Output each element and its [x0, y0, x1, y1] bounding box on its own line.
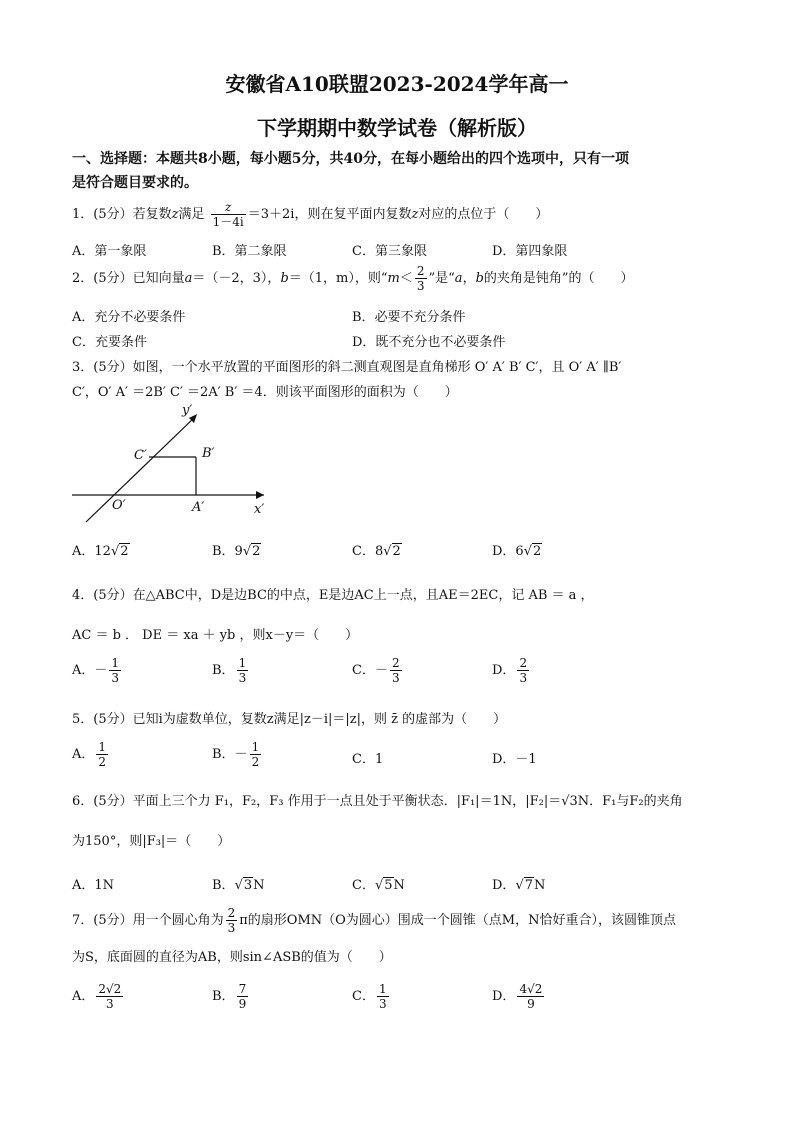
q7-option-d: D． $\frac{4√2}{9}$ — [492, 982, 543, 1011]
label-a: A′ — [192, 500, 205, 515]
q1-option-c: C．第三象限 — [352, 244, 427, 259]
q6-stem-line2: 为150°，则|F₃|＝（ ） — [72, 834, 231, 849]
q1-option-d: D．第四象限 — [492, 244, 568, 259]
q2-option-a: A．充分不必要条件 — [72, 310, 186, 325]
q4-option-a: A．－ $\frac{1}{3}$ — [72, 656, 120, 685]
q3-option-b: B．9√2 — [212, 544, 261, 559]
q5-option-c: C．1 — [352, 752, 384, 767]
section-heading-line2: 是符合题目要求的。 — [72, 175, 198, 191]
q7-option-a: A． $\frac{2√2}{3}$ — [72, 982, 122, 1011]
q3-stem-line1: 3．(5分）如图，一个水平放置的平面图形的斜二测直观图是直角梯形 O′ A′ B′ C′，且 O′ A′ ∥B′ — [72, 360, 622, 375]
page-subtitle: 下学期期中数学试卷（解析版） — [257, 116, 537, 140]
q7-stem-line2: 为S，底面圆的直径为AB，则sin∠ASB的值为（ ） — [72, 950, 392, 965]
label-b: B′ — [202, 446, 215, 461]
q1-option-a: A．第一象限 — [72, 244, 147, 259]
q3-option-c: C．8√2 — [352, 544, 401, 559]
q7-option-b: B． $\frac{7}{9}$ — [212, 982, 247, 1011]
label-y: y′ — [182, 403, 193, 418]
label-o: O′ — [112, 498, 126, 513]
q4-option-b: B． $\frac{1}{3}$ — [212, 656, 247, 685]
page-title: 安徽省A10联盟2023-2024学年高一 — [225, 72, 569, 96]
q1-option-b: B．第二象限 — [212, 244, 287, 259]
label-c: C′ — [134, 448, 147, 463]
q5-option-d: D．－1 — [492, 752, 537, 767]
section-heading-line1: 一、选择题：本题共8小题，每小题5分，共40分，在每小题给出的四个选项中，只有一项 — [72, 151, 629, 167]
q3-option-a: A．12√2 — [72, 544, 129, 559]
q5-option-b: B．－ $\frac{1}{2}$ — [212, 740, 260, 769]
q1-stem: 1．(5分）若复数z满足 $\frac{z}{1-4i}$ ＝3＋2i，则在复平面内复数z对应的点位于（ ） — [72, 200, 549, 229]
label-x: x′ — [254, 502, 265, 517]
y-axis — [86, 416, 196, 522]
q2-option-d: D．既不充分也不必要条件 — [352, 335, 506, 350]
q4-option-c: C．－ $\frac{2}{3}$ — [352, 656, 400, 685]
q5-stem: 5．(5分）已知i为虚数单位，复数z满足|z－i|＝|z|，则 z̄ 的虚部为（ ） — [72, 712, 507, 727]
q6-option-c: C．√5N — [352, 878, 405, 893]
q7-option-c: C． $\frac{1}{3}$ — [352, 982, 387, 1011]
q2-option-c: C．充要条件 — [72, 335, 147, 350]
q4-option-d: D． $\frac{2}{3}$ — [492, 656, 528, 685]
q4-stem-line1: 4．(5分）在△ABC中，D是边BC的中点，E是边AC上一点，且AE＝2EC，记 AB ＝ a ， — [72, 588, 594, 603]
x-axis-arrow — [256, 491, 264, 499]
q4-stem-line2: AC ＝ b ． DE ＝ xa ＋ yb ，则x－y＝（ ） — [72, 628, 359, 643]
q3-option-d: D．6√2 — [492, 544, 542, 559]
q6-option-a: A．1N — [72, 878, 115, 893]
q2-fraction: $\frac{2}{3}$ — [416, 264, 425, 293]
q5-option-a: A． $\frac{1}{2}$ — [72, 740, 107, 769]
q1-fraction: $\frac{z}{1-4i}$ — [212, 200, 244, 229]
q6-option-b: B．√3N — [212, 878, 265, 893]
q2-stem: 2．(5分）已知向量a＝（－2，3），b＝（1，m），则“m＜ $\frac{2}{3}$ ”是“a，b的夹角是钝角”的（ ） — [72, 264, 634, 293]
q6-option-d: D．√7N — [492, 878, 546, 893]
q2-option-b: B．必要不充分条件 — [352, 310, 466, 325]
q7-stem-line1: 7．(5分）用一个圆心角为 $\frac{2}{3}$ π的扇形OMN（O为圆心）围成一个圆锥（点M，N恰好重合），该圆锥顶点 — [72, 906, 676, 935]
q3-stem-line2: C′，O′ A′ ＝2B′ C′ ＝2A′ B′ ＝4．则该平面图形的面积为（ ） — [72, 385, 458, 400]
q3-figure — [66, 400, 276, 530]
q6-stem-line1: 6．(5分）平面上三个力 F₁，F₂，F₃ 作用于一点且处于平衡状态．|F₁|＝1N，|F₂|＝√3N．F₁与F₂的夹角 — [72, 794, 683, 809]
